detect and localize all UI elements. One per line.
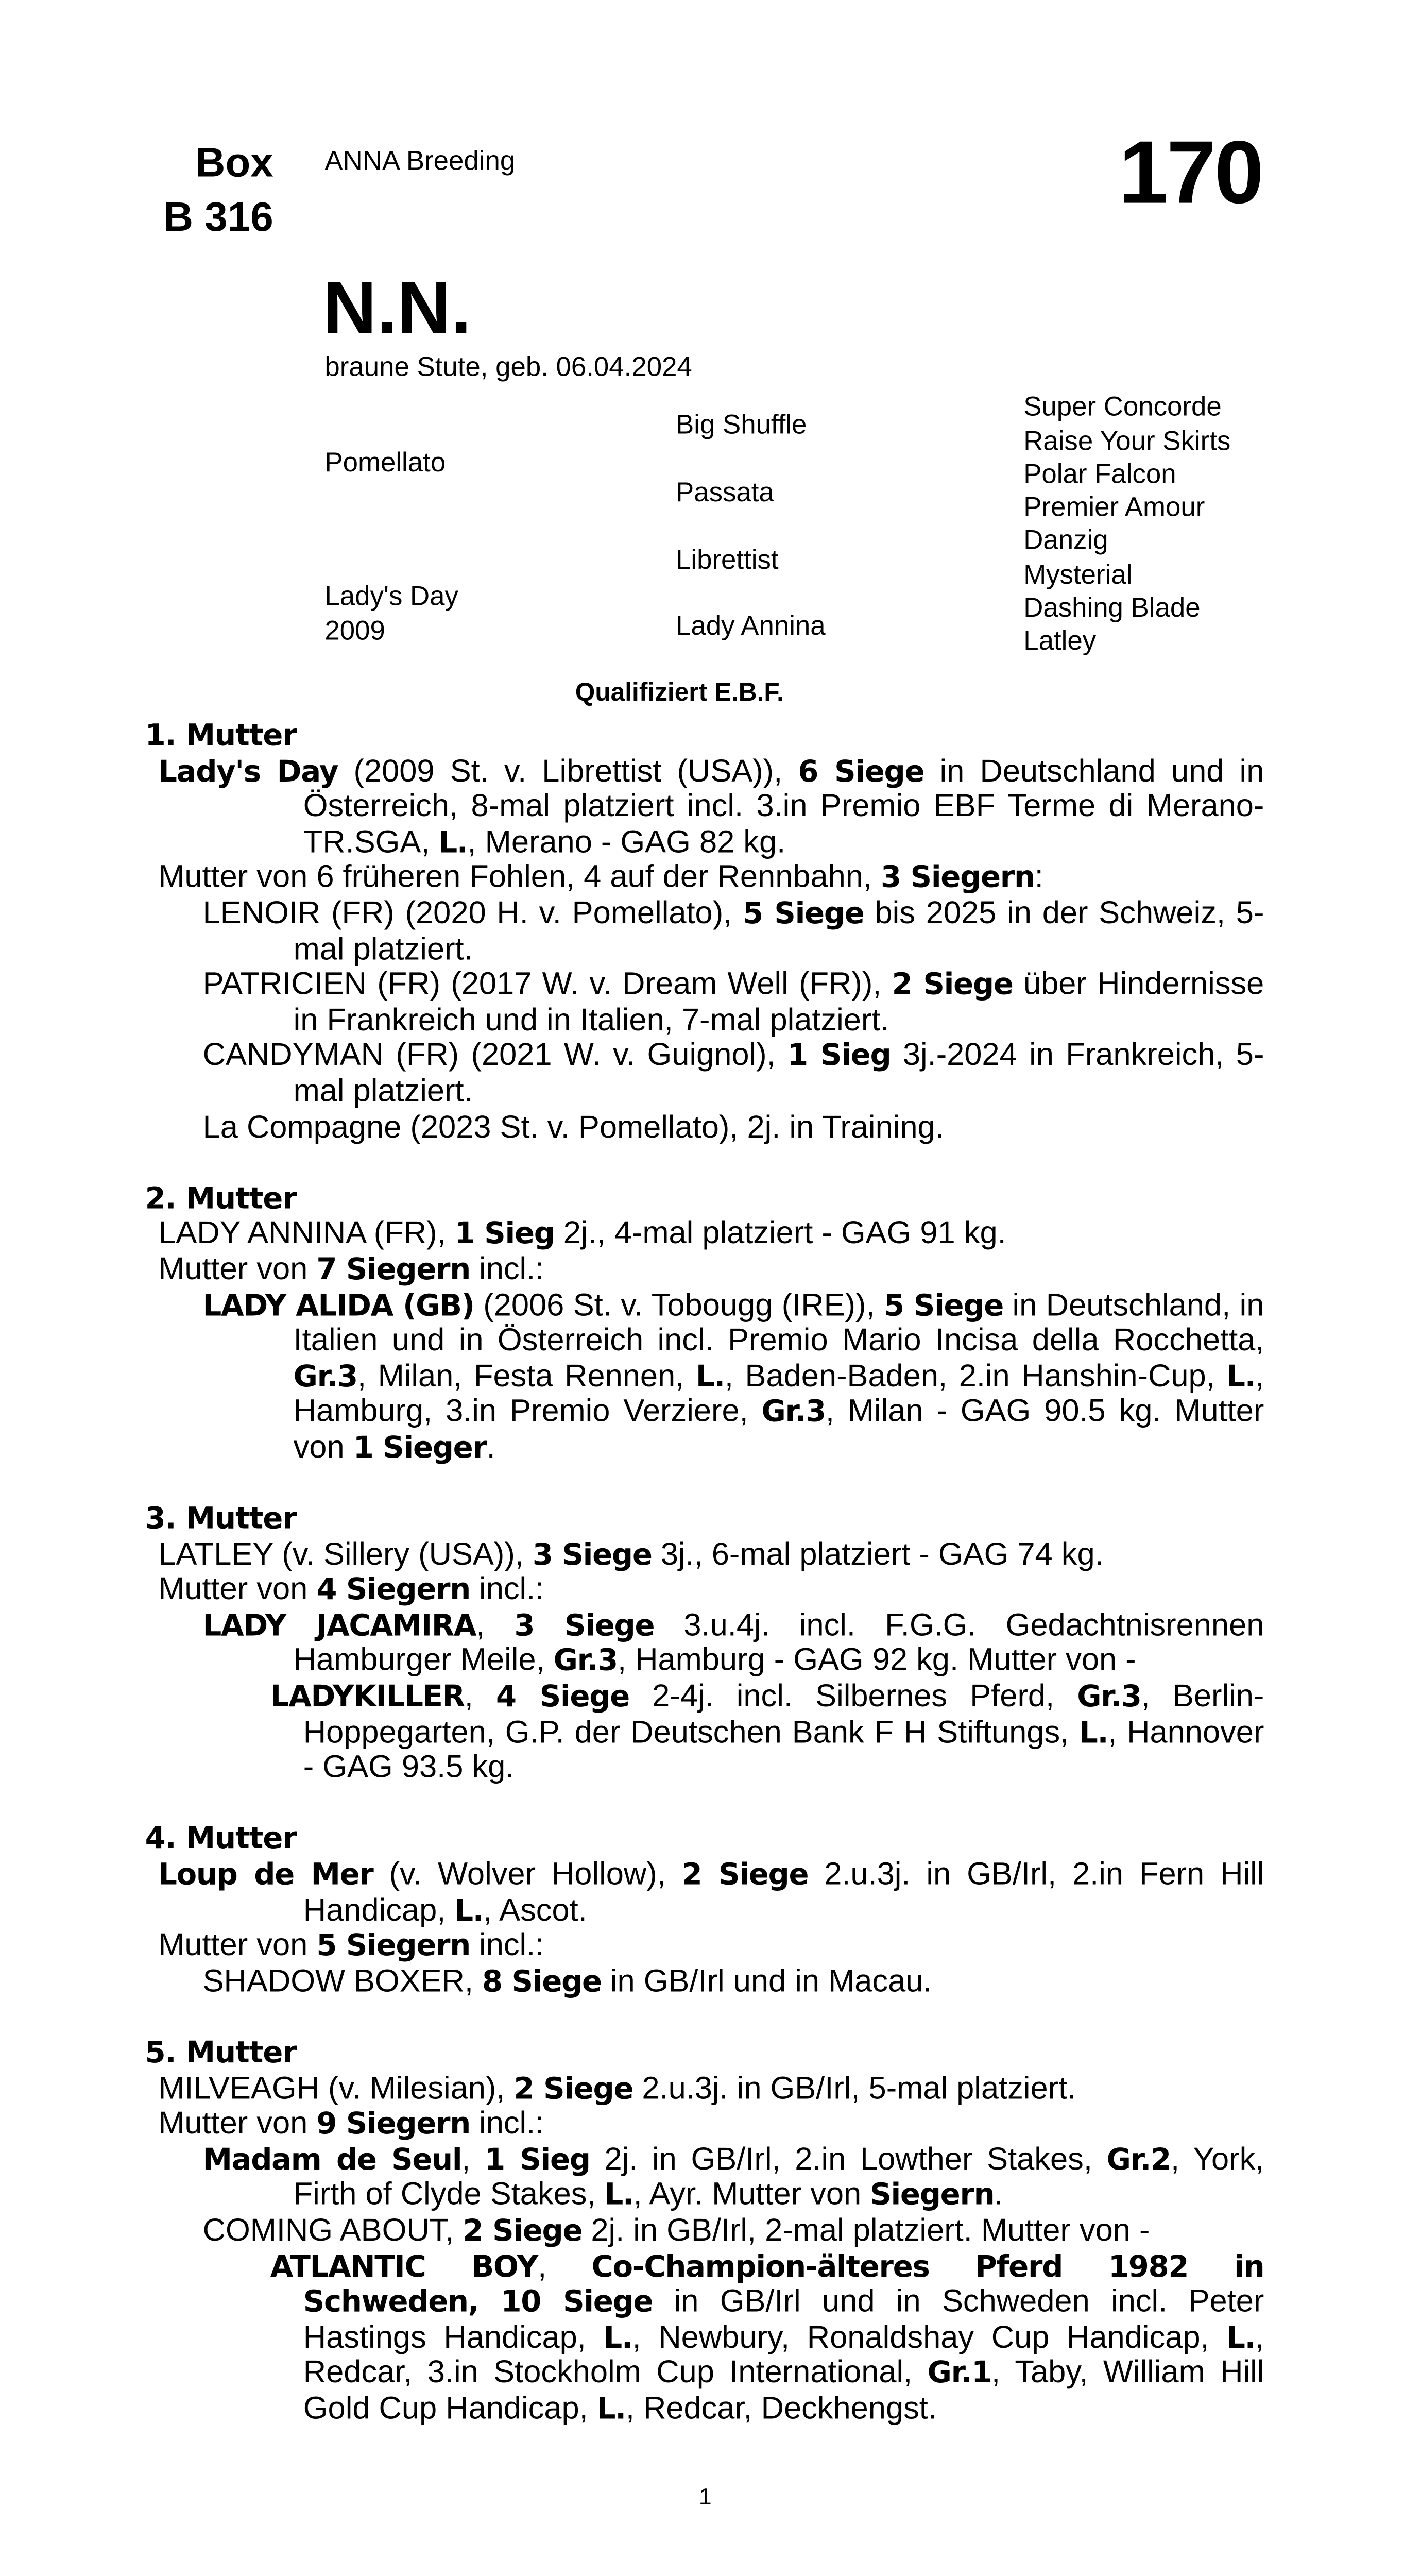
section-title: 2. Mutter (145, 1181, 297, 1216)
group-badge: Gr.2 (1106, 2143, 1171, 2178)
dam-details: (v. Wolver Hollow), (373, 1858, 682, 1893)
foal-record: in GB/Irl und in Schweden incl. Peter Hastings Handicap, (303, 2285, 1264, 2355)
pedigree-grandparent: Lady Annina (676, 612, 826, 641)
group-badge: Gr.3 (761, 1395, 826, 1430)
dam-record: in Deutschland und in Österreich, 8-mal platziert incl. 3.in Premio EBF Terme di Merano-TR.SGA, (303, 754, 1264, 860)
section-second-dam (145, 1182, 1264, 1467)
page-number: 1 (698, 2483, 712, 2510)
dam-name: Lady's Day (158, 754, 338, 789)
dam-record-end: , Ascot. (483, 1893, 587, 1928)
foal-name: Madam de Seul (202, 2143, 462, 2178)
produce-summary (145, 1929, 1264, 1965)
group-badge: Gr.3 (553, 1644, 618, 1679)
pedigree-great-grandparent: Raise Your Skirts (1023, 427, 1231, 457)
foal-record: , Newbury, Ronaldshay Cup Handicap, (632, 2320, 1227, 2355)
foal-record: 3.u.4j. incl. F.G.G. Gedachtnisrennen Hamburger Meile, (293, 1608, 1264, 1679)
winners-count: 5 Siegern (316, 1929, 470, 1964)
winners-count: Siegern (870, 2178, 995, 2213)
dam-entry (145, 1858, 1264, 1929)
wins-count: 2 Siege (681, 1858, 809, 1893)
pedigree-great-grandparent: Super Concorde (1023, 392, 1222, 422)
winners-count: 7 Siegern (316, 1252, 470, 1287)
produce-text: Mutter von 6 früheren Fohlen, 4 auf der Rennbahn, (158, 861, 881, 896)
dam-entry (145, 754, 1264, 861)
section-title: 5. Mutter (145, 2036, 297, 2071)
foal-record: , York, Firth of Clyde Stakes, (293, 2143, 1264, 2213)
foal-record: , Hamburg, 3.in Premio Verziere, (293, 1360, 1264, 1430)
foal-name: ATLANTIC BOY (270, 2249, 538, 2284)
pedigree-grandparent: Passata (676, 478, 774, 508)
grandfoal-entry (145, 2250, 1264, 2428)
group-badge: Gr.3 (1077, 1680, 1141, 1715)
produce-text-end: incl.: (470, 1929, 544, 1964)
foal-record: , Baden-Baden, 2.in Hanshin-Cup, (724, 1360, 1227, 1395)
produce-text-end: : (1034, 861, 1043, 896)
section-first-dam (145, 719, 1264, 1146)
wins-count: 1 Sieg (485, 2143, 590, 2178)
pedigree-dam-year: 2009 (324, 616, 385, 647)
pedigree-great-grandparent: Polar Falcon (1023, 460, 1176, 490)
produce-summary (145, 1253, 1264, 1289)
wins-count: 8 Siege (482, 1964, 602, 1999)
dam-details: LATLEY (v. Sillery (USA)), (158, 1537, 533, 1572)
dam-record: 2.u.3j. in GB/Irl, 5-mal platziert. (633, 2072, 1076, 2107)
separator: , (461, 2143, 485, 2178)
foal-entry (145, 897, 1264, 968)
horse-description: braune Stute, geb. 06.04.2024 (324, 352, 692, 383)
winners-count: 9 Siegern (316, 2107, 470, 2142)
produce-text-end: incl.: (470, 2107, 544, 2142)
produce-text: Mutter von (158, 2107, 317, 2142)
foal-entry (145, 2214, 1264, 2249)
foal-entry (145, 1110, 1264, 1146)
produce-summary (145, 1573, 1264, 1609)
foal-entry (145, 1289, 1264, 1467)
pedigree-great-grandparent: Mysterial (1023, 561, 1133, 590)
wins-count: 4 Siege (496, 1680, 629, 1715)
pedigree-great-grandparent: Latley (1023, 626, 1097, 656)
foal-details: PATRICIEN (FR) (2017 W. v. Dream Well (FR)), (202, 968, 892, 1003)
wins-count: 3 Siege (514, 1608, 655, 1643)
foal-details: LENOIR (FR) (2020 H. v. Pomellato), (202, 896, 743, 931)
wins-count: 6 Siege (798, 754, 924, 789)
lot-number: 170 (1119, 124, 1262, 223)
foal-record: , Milan, Festa Rennen, (357, 1360, 696, 1395)
group-badge: Gr.1 (927, 2356, 991, 2391)
foal-record: 2j. in GB/Irl, 2-mal platziert. Mutter von - (582, 2214, 1150, 2249)
dam-entry (145, 1538, 1264, 1573)
horse-name: N.N. (323, 265, 472, 350)
produce-text: Mutter von (158, 1929, 317, 1964)
produce-summary (145, 861, 1264, 897)
foal-entry (145, 2143, 1264, 2214)
foal-record-end: , Hamburg - GAG 92 kg. Mutter von - (618, 1644, 1136, 1679)
section-title: 3. Mutter (145, 1502, 297, 1537)
wins-count: 1 Sieg (454, 1217, 555, 1252)
dam-record: 2.u.3j. in GB/Irl, 2.in Fern Hill Handicap, (303, 1858, 1264, 1928)
listed-badge: L. (1079, 1716, 1108, 1751)
wins-count: 2 Siege (892, 968, 1013, 1003)
foal-entry (145, 1039, 1264, 1110)
section-title: 1. Mutter (145, 719, 297, 754)
wins-count: 2 Siege (463, 2214, 583, 2249)
foal-record: , Taby, William Hill Gold Cup Handicap, (303, 2356, 1264, 2427)
section-fifth-dam (145, 2036, 1264, 2428)
produce-text-end: incl.: (470, 1573, 544, 1608)
dam-entry (145, 1217, 1264, 1253)
female-family-text (145, 719, 1264, 2463)
box-label: Box (195, 140, 273, 187)
group-badge: Gr.3 (293, 1360, 357, 1395)
foal-record: bis 2025 in der Schweiz, 5-mal platziert. (293, 896, 1264, 967)
listed-badge: L. (596, 2392, 626, 2427)
pedigree-grandparent: Big Shuffle (676, 410, 807, 440)
foal-record-end: , Hannover - GAG 93.5 kg. (303, 1716, 1264, 1786)
section-third-dam (145, 1502, 1264, 1787)
produce-text: Mutter von (158, 1252, 317, 1287)
foal-record: , Milan - GAG 90.5 kg. Mutter von (293, 1395, 1264, 1466)
dam-name: Loup de Mer (158, 1858, 373, 1893)
foal-record: 3j.-2024 in Frankreich, 5-mal platziert. (293, 1039, 1264, 1110)
foal-details: SHADOW BOXER, (202, 1964, 483, 1999)
listed-badge: L. (695, 1360, 725, 1395)
winners-count: 1 Sieger (353, 1431, 487, 1466)
foal-record: über Hindernisse in Frankreich und in Italien, 7-mal platziert. (293, 968, 1264, 1039)
pedigree-great-grandparent: Danzig (1023, 526, 1108, 556)
wins-count: 1 Sieg (787, 1039, 891, 1074)
separator: , (476, 1608, 515, 1643)
winners-count: 4 Siegern (316, 1573, 470, 1608)
produce-summary (145, 2107, 1264, 2143)
listed-badge: L. (603, 2320, 632, 2355)
produce-text: Mutter von (158, 1573, 317, 1608)
dam-details: MILVEAGH (v. Milesian), (158, 2072, 514, 2107)
foal-name: LADY JACAMIRA (202, 1608, 476, 1643)
listed-badge: L. (438, 825, 468, 860)
foal-record-end: , Redcar, Deckhengst. (625, 2392, 937, 2427)
wins-count: 2 Siege (513, 2072, 633, 2107)
championship-title: Co-Champion-älteres Pferd 1982 in Schweden, 10 Siege (303, 2249, 1264, 2320)
pedigree-dam: Lady's Day (324, 582, 458, 612)
foal-record: 2-4j. incl. Silbernes Pferd, (629, 1680, 1077, 1715)
foal-record: in Deutschland, in Italien und in Österreich incl. Premio Mario Incisa della Rocchetta, (293, 1288, 1264, 1359)
box-number: B 316 (163, 194, 273, 241)
wins-count: 5 Siege (883, 1288, 1004, 1323)
separator: , (464, 1680, 496, 1715)
pedigree-great-grandparent: Dashing Blade (1023, 594, 1201, 623)
foal-record: , Ayr. Mutter von (633, 2178, 870, 2213)
wins-count: 3 Siege (532, 1537, 652, 1572)
dam-record: 3j., 6-mal platziert - GAG 74 kg. (652, 1537, 1104, 1572)
qualification-note: Qualifiziert E.B.F. (575, 679, 784, 707)
wins-count: 5 Siege (743, 896, 864, 931)
foal-details: COMING ABOUT, (202, 2214, 463, 2249)
dam-record-end: , Merano - GAG 82 kg. (467, 825, 786, 860)
listed-badge: L. (1226, 2320, 1256, 2355)
foal-record: , Redcar, 3.in Stockholm Cup International, (303, 2320, 1264, 2391)
foal-entry (145, 968, 1264, 1039)
listed-badge: L. (454, 1893, 484, 1928)
section-fourth-dam (145, 1822, 1264, 2001)
foal-name: LADYKILLER (270, 1680, 465, 1715)
foal-details: (2006 St. v. Tobougg (IRE)), (474, 1288, 884, 1323)
listed-badge: L. (604, 2178, 633, 2213)
foal-details: CANDYMAN (FR) (2021 W. v. Guignol), (202, 1039, 788, 1074)
pedigree-great-grandparent: Premier Amour (1023, 493, 1205, 523)
pedigree-sire: Pomellato (324, 448, 446, 478)
produce-text-end: incl.: (470, 1252, 544, 1287)
separator: , (538, 2249, 592, 2284)
foal-entry (145, 1965, 1264, 2001)
winners-count: 3 Siegern (881, 861, 1035, 896)
dam-details: (2009 St. v. Librettist (USA)), (338, 754, 798, 789)
breeder-name: ANNA Breeding (324, 146, 516, 177)
foal-entry (145, 1609, 1264, 1680)
pedigree-grandparent: Librettist (676, 546, 779, 575)
foal-record: , Berlin-Hoppegarten, G.P. der Deutschen Bank F H Stiftungs, (303, 1680, 1264, 1751)
grandfoal-entry (145, 1680, 1264, 1787)
dam-details: LADY ANNINA (FR), (158, 1217, 455, 1252)
section-title: 4. Mutter (145, 1822, 297, 1857)
listed-badge: L. (1226, 1360, 1256, 1395)
foal-record-end: . (994, 2178, 1003, 2213)
dam-entry (145, 2072, 1264, 2107)
dam-record: 2j., 4-mal platziert - GAG 91 kg. (554, 1217, 1006, 1252)
foal-record: in GB/Irl und in Macau. (601, 1964, 932, 1999)
foal-record-end: . (486, 1431, 495, 1466)
foal-details: La Compagne (2023 St. v. Pomellato), 2j. in Training. (202, 1110, 944, 1145)
foal-record: 2j. in GB/Irl, 2.in Lowther Stakes, (590, 2143, 1107, 2178)
foal-name: LADY ALIDA (GB) (202, 1288, 474, 1323)
